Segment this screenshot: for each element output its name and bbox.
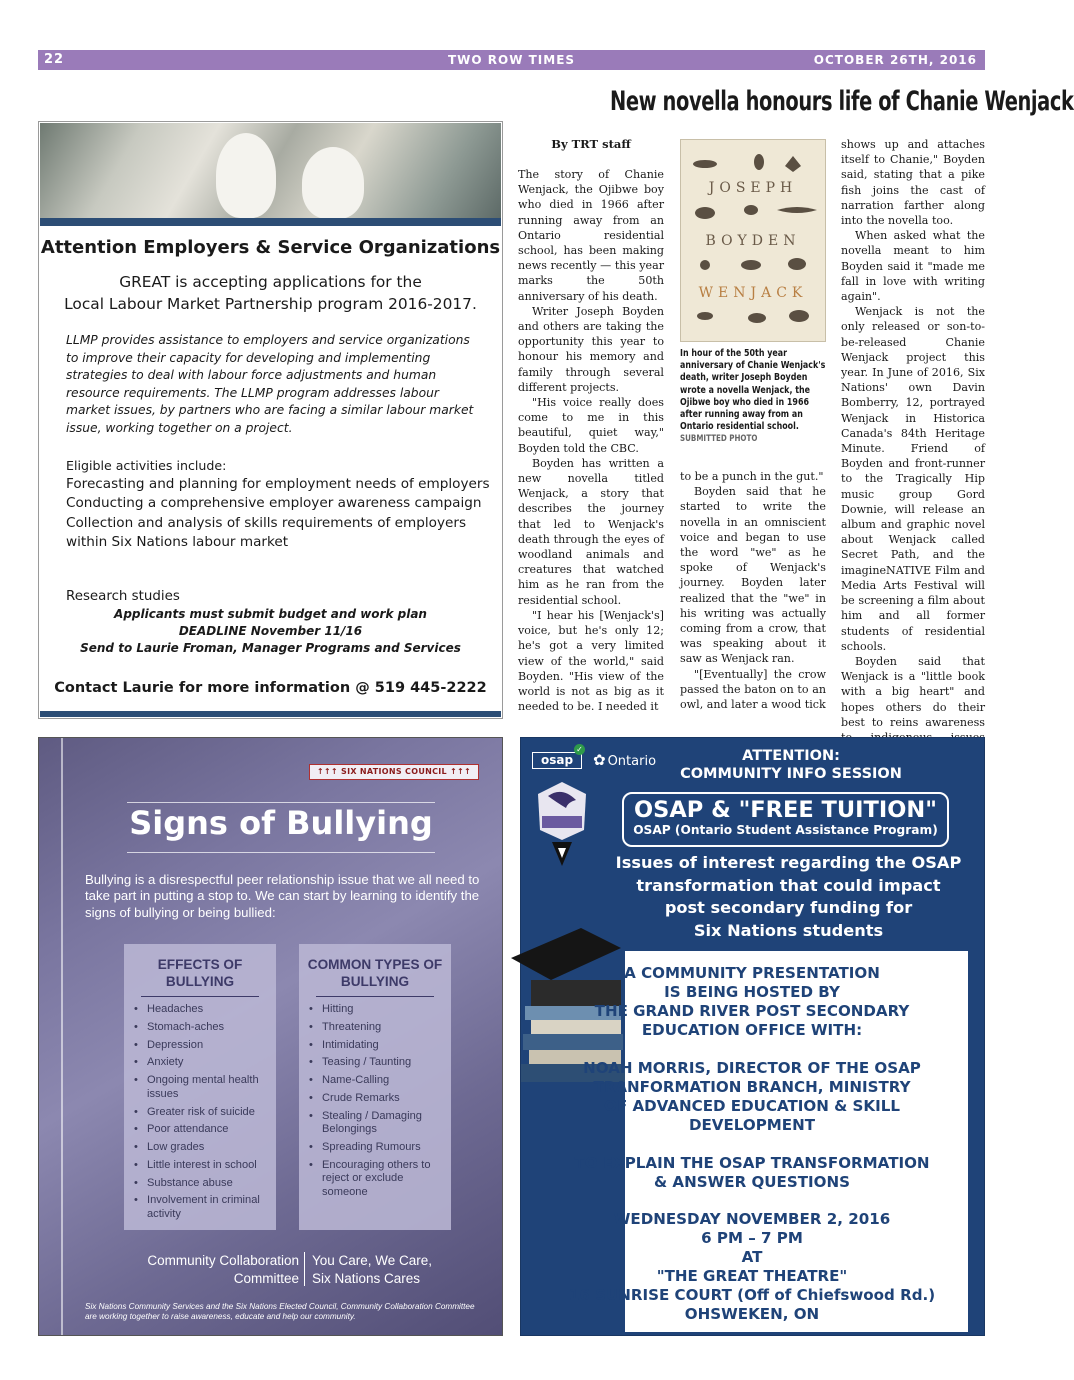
chefs-photo — [40, 123, 501, 218]
activity-item: Forecasting and planning for employment needs of employers — [66, 476, 490, 493]
check-icon: ✓ — [574, 744, 585, 755]
list-item: • Teasing / Taunting — [309, 1056, 447, 1070]
masthead: TWO ROW TIMES — [447, 53, 576, 67]
issues-heading — [591, 852, 986, 942]
title-rule — [127, 802, 435, 803]
types-heading: COMMON TYPES OF BULLYING — [307, 957, 443, 989]
book-author-last: BOYDEN — [705, 233, 801, 249]
province-name: Ontario — [607, 754, 657, 769]
paragraph: "I hear his [Wenjack's] voice, but he's only 12; he's got a very limited view of the world," said Boyden. "His view of the world is not as big as it needed to be. I needed it — [518, 608, 664, 714]
event-line: "THE GREAT THEATRE" — [656, 1267, 848, 1285]
effects-box — [124, 944, 276, 1230]
separator — [304, 1252, 305, 1286]
paragraph: Writer Joseph Boyden and others are taking the opportunity this year to honour his memory and family through several different projects. — [518, 304, 664, 394]
list-item: • Depression — [134, 1039, 272, 1053]
contact-info: Contact Laurie for more information @ 519 445-2222 — [54, 680, 487, 696]
list-item: • Name-Calling — [309, 1074, 447, 1088]
list-item: • Little interest in school — [134, 1159, 272, 1173]
employer-ad — [38, 121, 503, 719]
employer-ad-subtitle — [39, 271, 502, 315]
photo-caption — [680, 348, 826, 446]
list-item: • Stealing / Damaging Belongings — [309, 1110, 447, 1137]
committee-line: Community Collaboration — [147, 1253, 299, 1268]
list-item: • Greater risk of suicide — [134, 1106, 272, 1120]
slogan-line: Six Nations Cares — [312, 1271, 421, 1286]
title-rule — [127, 852, 435, 853]
page-header-bar — [38, 50, 985, 70]
purpose-line: & ANSWER QUESTIONS — [654, 1173, 850, 1191]
list-item: • Crude Remarks — [309, 1092, 447, 1106]
article-headline: New novella honours life of Chanie Wenjack — [610, 86, 1074, 117]
attention-line: ATTENTION: — [742, 748, 840, 764]
tuition-box — [622, 792, 949, 847]
book-cover-image — [680, 139, 826, 342]
subtitle-line: GREAT is accepting applications for the — [119, 273, 422, 291]
list-item: • Encouraging others to reject or exclude someone — [309, 1159, 447, 1200]
list-item: • Hitting — [309, 1003, 447, 1017]
osap-logo: osap — [532, 752, 582, 769]
paragraph: Boyden said that Wenjack is a "little book with a big heart" and hopes others do their best to reins awareness — [841, 654, 985, 729]
activity-item: Collection and analysis of skills requirements of employers within Six Nations labour market — [66, 514, 467, 550]
event-line: AT — [741, 1248, 763, 1266]
list-item: • Substance abuse — [134, 1177, 272, 1191]
types-box — [299, 944, 451, 1230]
list-item: • Spreading Rumours — [309, 1141, 447, 1155]
paragraph: The story of Chanie Wenjack, the Ojibwe boy who died in 1966 after running away from an Ontario residential school, has been making news recently — this year marks the 50th anniversary of his death. — [518, 168, 664, 303]
paragraph: Boyden has written a new novella titled Wenjack, a story that describes the journey that led to Wenjack's death through the eyes of woodland animals and creatures that watched him as he ran from the residential school. — [518, 456, 664, 607]
article-column-3 — [841, 137, 985, 760]
speaker-line: DEVELOPMENT — [688, 1116, 816, 1134]
council-name: SIX NATIONS COUNCIL — [341, 767, 447, 776]
list-item: • Involvement in criminal activity — [134, 1194, 272, 1221]
paragraph: "His voice really does come to me in this beautiful, quiet way," Boyden told the CBC. — [518, 396, 664, 455]
apply-line: Send to Laurie Froman, Manager Programs and Services — [80, 641, 461, 655]
issues-line: post secondary funding for — [664, 898, 913, 917]
heading-rule — [141, 996, 259, 997]
presentation-line: A COMMUNITY PRESENTATION — [624, 964, 880, 982]
presentation-line: EDUCATION OFFICE WITH: — [641, 1021, 863, 1039]
committee-name — [99, 1252, 299, 1288]
eligible-heading: Eligible activities include: — [66, 458, 227, 473]
apply-line: DEADLINE November 11/16 — [178, 624, 363, 638]
issues-line: Issues of interest regarding the OSAP — [615, 853, 962, 872]
speaker-text — [567, 1059, 937, 1135]
paragraph: "[Eventually] the crow passed the baton on to an owl, and later a wood tick — [680, 667, 826, 712]
application-instructions — [39, 606, 502, 657]
paragraph: Boyden said that he started to write the novella in an omniscient voice and began to use the word "we" as he spoke of Wenjack's journey. Boyden later realized that the "we" in his writing was actually coming from a crow, that was speaking about it saw as Wenjack ran. — [680, 485, 826, 666]
apply-line: Applicants must submit budget and work plan — [114, 607, 427, 621]
list-item: • Stomach-aches — [134, 1021, 272, 1035]
caption-text: In hour of the 50th year anniversary of Chanie Wenjack's death, writer Joseph Boyden wrote a novella Wenjack, the Ojibwe boy who died in 1966 after running away from an Ontario residential school. — [680, 348, 826, 433]
presentation-text — [567, 964, 937, 1040]
paragraph: shows up and attaches itself to Chanie," Boyden said, stating that a pike fish joins the cast of narration farther along into the novella too. — [841, 138, 985, 228]
paragraph: to be a punch in the gut." — [680, 470, 824, 483]
chef-figure — [216, 133, 276, 218]
event-details — [567, 1210, 937, 1324]
book-title: WENJACK — [698, 285, 808, 301]
trillium-icon: ✿ — [593, 751, 606, 769]
paragraph: Wenjack is not the only released or son-to-be-released Chanie Wenjack project this year. In June of 2016, Six Nations' own Davin Bomberry, 12, portrayed Wenjack in Historica Canada's 84th Heritage Minute. Friend of Boyden and front-runner to the Tragically Hip music group Gord Downie, will release an album and graphic novel about Wenjack called Secret Path, and the imagineNATIVE Film and Media Arts Festival will be screening a film about him and all former students of residential schools. — [841, 305, 985, 653]
employer-ad-description: LLMP provides assistance to employers and service organizations to improve their capacity for developing and implementing strategies to deal with labour force adjustments and human resource requirements. The LLMP program addresses labour market issues, by partners who are facing a similar labour market issue, working together on a project. — [66, 333, 474, 435]
research-studies: Research studies — [66, 589, 180, 604]
bullying-intro: Bullying is a disrespectful peer relationship issue that we all need to take part in putting a stop to. We can start by learning to identify the signs of bullying or being bullied: — [85, 872, 480, 920]
effects-heading: EFFECTS OF BULLYING — [157, 957, 243, 989]
event-line: 6 PM – 7 PM — [701, 1229, 803, 1247]
effects-list — [124, 1003, 276, 1222]
speaker-line: NOAH MORRIS, DIRECTOR OF THE OSAP — [583, 1059, 921, 1077]
speaker-line: OF ADVANCED EDUCATION & SKILL — [604, 1097, 900, 1115]
list-item: • Headaches — [134, 1003, 272, 1017]
bullying-footer: Six Nations Community Services and the Six Nations Elected Council, Community Collaboration Committee are working together to raise awareness, educate and help our community. — [85, 1302, 475, 1322]
attention-heading — [671, 747, 911, 783]
issue-date: OCTOBER 26TH, 2016 — [813, 53, 977, 67]
employer-ad-title: Attention Employers & Service Organizations — [40, 237, 501, 258]
caption-credit: SUBMITTED PHOTO — [680, 434, 758, 445]
subtitle-line: Local Labour Market Partnership program 2016-2017. — [64, 295, 477, 313]
list-item: • Threatening — [309, 1021, 447, 1035]
list-item: • Anxiety — [134, 1056, 272, 1070]
committee-line: Committee — [233, 1271, 299, 1286]
ontario-logo — [593, 751, 656, 769]
list-item: • Low grades — [134, 1141, 272, 1155]
care-slogan — [312, 1252, 492, 1288]
book-author-first: JOSEPH — [708, 180, 798, 196]
paragraph: When asked what the novella meant to him Boyden said it "made me fall in love with writing again". — [841, 229, 985, 304]
types-list — [299, 1003, 451, 1200]
osap-ad — [520, 737, 985, 1336]
article-byline: By TRT staff — [551, 137, 631, 151]
event-line: OHSWEKEN, ON — [684, 1305, 820, 1323]
tuition-subtitle: OSAP (Ontario Student Assistance Program) — [633, 823, 938, 837]
purpose-line: TO EXPLAIN THE OSAP TRANSFORMATION — [574, 1154, 930, 1172]
event-line: WEDNESDAY NOVEMBER 2, 2016 — [613, 1210, 891, 1228]
divider-band — [40, 218, 501, 226]
heading-rule — [316, 996, 434, 997]
issues-line: Six Nations students — [693, 920, 884, 940]
list-item: • Ongoing mental health issues — [134, 1074, 272, 1101]
eagle-emblem-icon — [534, 780, 590, 870]
issues-line: transformation that could impact — [636, 875, 941, 895]
presentation-line: THE GRAND RIVER POST SECONDARY — [594, 1002, 910, 1020]
list-item: • Intimidating — [309, 1039, 447, 1053]
article-column-2 — [680, 469, 826, 712]
activity-item: Conducting a comprehensive employer awareness campaign — [66, 495, 482, 512]
event-line: 16 SUNRISE COURT (Off of Chiefswood Rd.) — [568, 1286, 936, 1304]
bullying-ad — [38, 737, 503, 1336]
article-column-1 — [518, 167, 664, 714]
chef-figure — [302, 147, 364, 219]
slogan-line: You Care, We Care, — [312, 1253, 433, 1268]
page-number: 22 — [44, 52, 65, 67]
decorative-line — [61, 738, 63, 1335]
divider-band — [40, 711, 501, 717]
council-logo: ↑↑↑ SIX NATIONS COUNCIL ↑↑↑ — [309, 764, 479, 780]
purpose-text — [567, 1154, 937, 1192]
tuition-title: OSAP & "FREE TUITION" — [634, 797, 937, 823]
bullying-title: Signs of Bullying — [129, 804, 433, 842]
presentation-line: IS BEING HOSTED BY — [664, 983, 840, 1001]
list-item: • Poor attendance — [134, 1123, 272, 1137]
eligible-activities — [66, 456, 496, 552]
speaker-line: TRANFORMATION BRANCH, MINISTRY — [593, 1078, 911, 1096]
attention-line: COMMUNITY INFO SESSION — [680, 766, 902, 782]
